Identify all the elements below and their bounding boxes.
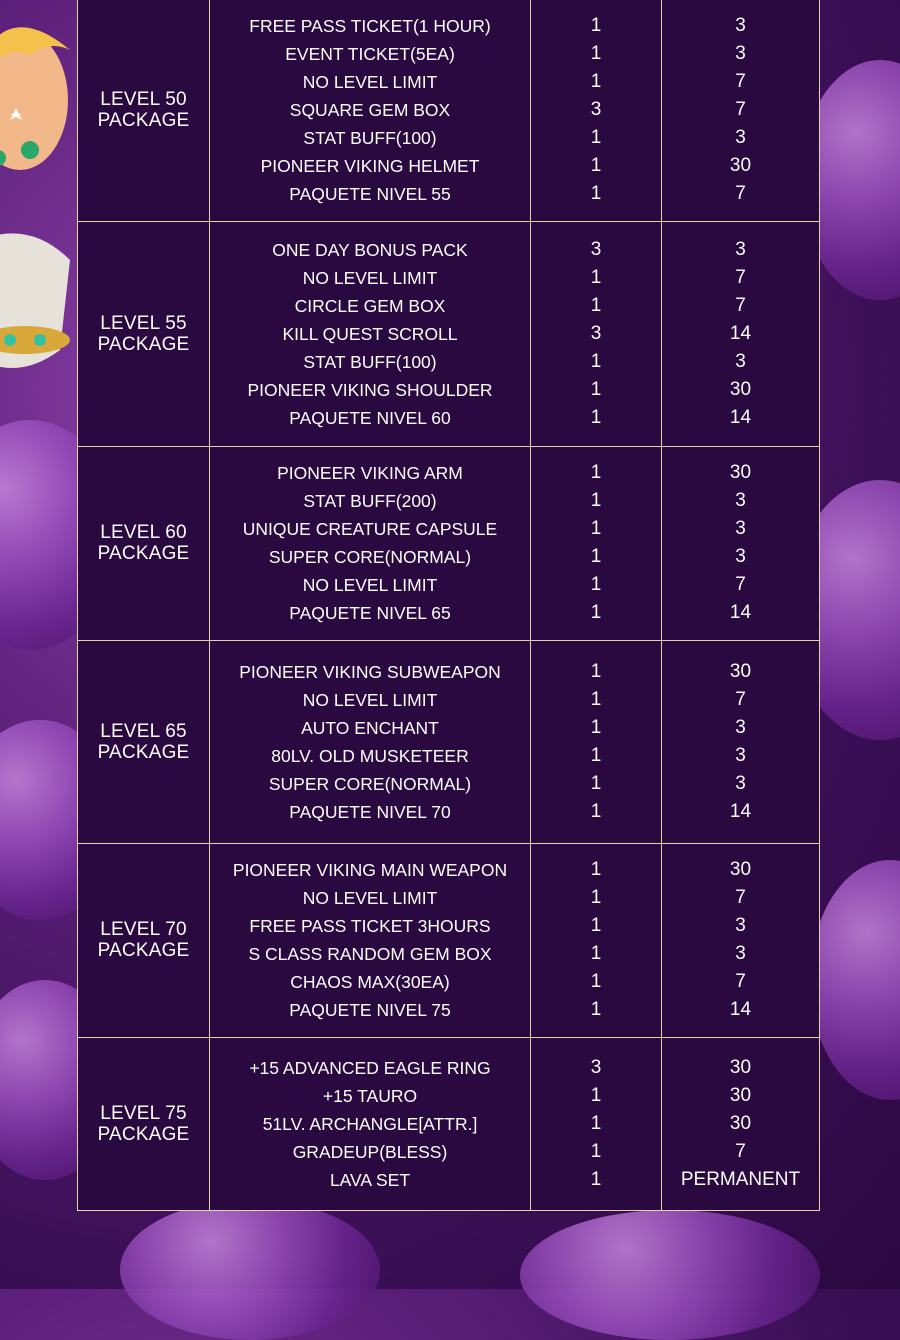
item-duration-days: 7 — [735, 266, 746, 288]
item-name: NO LEVEL LIMIT — [302, 888, 438, 908]
item-name: FREE PASS TICKET(1 HOUR) — [249, 16, 491, 37]
item-quantity: 1 — [590, 772, 602, 794]
item-duration-days-cell — [662, 1037, 820, 1210]
item-quantity: 1 — [590, 546, 602, 567]
item-quantity: 1 — [590, 859, 602, 880]
item-duration-days: 3 — [735, 546, 746, 567]
item-duration-days-cell — [662, 446, 820, 640]
item-name: 80LV. OLD MUSKETEER — [271, 745, 469, 766]
item-quantity: 1 — [590, 1168, 602, 1190]
item-duration-days: 7 — [735, 71, 746, 93]
package-name-line: LEVEL 65 — [100, 720, 187, 742]
package-name-line: LEVEL 50 — [100, 89, 187, 111]
item-duration-days: 14 — [729, 322, 752, 344]
item-duration-days-cell — [662, 0, 820, 221]
item-duration-days: 3 — [735, 15, 746, 37]
item-quantity: 1 — [590, 127, 602, 149]
item-quantity-cell — [531, 0, 662, 221]
item-name: PAQUETE NIVEL 75 — [289, 1000, 451, 1020]
cupid-character-illustration — [0, 10, 82, 390]
package-name-line: PACKAGE — [97, 940, 190, 961]
item-quantity: 1 — [590, 490, 602, 511]
item-quantity: 1 — [590, 915, 602, 936]
item-quantity: 1 — [590, 744, 602, 766]
item-duration-days: 14 — [729, 800, 752, 822]
item-quantity: 1 — [590, 462, 602, 483]
item-duration-days: 7 — [735, 688, 746, 710]
item-quantity: 1 — [590, 1112, 602, 1134]
package-name-line: PACKAGE — [97, 1123, 190, 1145]
item-quantity: 1 — [590, 688, 602, 710]
item-duration-days: 3 — [735, 943, 746, 964]
item-duration-days-cell — [662, 221, 820, 446]
item-duration-days: 30 — [729, 462, 752, 483]
item-duration-days: 7 — [735, 1140, 746, 1162]
item-name: AUTO ENCHANT — [301, 717, 439, 738]
item-duration-days: 30 — [729, 859, 752, 880]
item-name: S CLASS RANDOM GEM BOX — [248, 944, 492, 964]
package-name — [78, 0, 210, 221]
item-quantity: 1 — [590, 716, 602, 738]
background-heart — [810, 860, 900, 1100]
item-name: UNIQUE CREATURE CAPSULE — [242, 519, 498, 539]
package-row — [78, 446, 820, 640]
item-quantity: 1 — [590, 294, 602, 316]
item-quantity: 1 — [590, 183, 602, 205]
item-name-cell — [210, 446, 531, 640]
item-duration-days-cell — [662, 843, 820, 1037]
item-quantity: 1 — [590, 999, 602, 1020]
item-name: PIONEER VIKING SUBWEAPON — [239, 661, 501, 682]
item-duration-days: 7 — [735, 99, 746, 121]
item-duration-days: 30 — [729, 1056, 752, 1078]
package-name — [78, 446, 210, 640]
item-name: +15 TAURO — [322, 1085, 418, 1106]
item-quantity: 3 — [590, 322, 602, 344]
item-name: ONE DAY BONUS PACK — [272, 239, 468, 260]
package-name-line: PACKAGE — [97, 110, 190, 132]
item-duration-days: 3 — [735, 490, 746, 511]
item-duration-days: 30 — [729, 155, 752, 177]
item-quantity-cell — [531, 221, 662, 446]
item-name: SQUARE GEM BOX — [289, 100, 451, 121]
item-duration-days: 3 — [735, 350, 746, 372]
item-name: PAQUETE NIVEL 60 — [289, 407, 451, 428]
package-row — [78, 221, 820, 446]
package-name-line: PACKAGE — [97, 333, 190, 355]
item-name-cell — [210, 1037, 531, 1210]
item-quantity: 1 — [590, 887, 602, 908]
item-name: KILL QUEST SCROLL — [282, 323, 458, 344]
item-name: SUPER CORE(NORMAL) — [268, 773, 472, 794]
item-name: 51LV. ARCHANGLE[ATTR.] — [262, 1113, 478, 1134]
item-name: SUPER CORE(NORMAL) — [268, 547, 472, 567]
item-name: PIONEER VIKING ARM — [277, 463, 463, 483]
item-duration-days: 7 — [735, 183, 746, 205]
item-duration-days: 3 — [735, 744, 746, 766]
item-quantity: 1 — [590, 943, 602, 964]
package-name — [78, 1037, 210, 1210]
item-quantity: 1 — [590, 155, 602, 177]
item-duration-days: 14 — [729, 406, 752, 428]
item-name: GRADEUP(BLESS) — [292, 1141, 448, 1162]
item-duration-days: 3 — [735, 772, 746, 794]
item-duration-days: PERMANENT — [680, 1168, 801, 1190]
item-duration-days: 14 — [729, 999, 752, 1020]
item-quantity: 3 — [590, 238, 602, 260]
item-duration-days: 7 — [735, 887, 746, 908]
package-name-line: LEVEL 60 — [100, 522, 187, 543]
item-duration-days: 3 — [735, 43, 746, 65]
package-name-line: LEVEL 55 — [100, 312, 187, 334]
package-name — [78, 221, 210, 446]
item-quantity: 1 — [590, 971, 602, 992]
package-row — [78, 843, 820, 1037]
item-quantity: 1 — [590, 350, 602, 372]
item-name: PAQUETE NIVEL 70 — [289, 801, 451, 822]
background-heart — [120, 1200, 380, 1340]
item-quantity: 3 — [590, 99, 602, 121]
item-quantity-cell — [531, 640, 662, 843]
background-heart — [520, 1210, 820, 1340]
package-row — [78, 1037, 820, 1210]
item-duration-days: 30 — [729, 1112, 752, 1134]
package-rewards-table — [77, 0, 820, 1211]
package-name — [78, 640, 210, 843]
package-row — [78, 0, 820, 221]
item-duration-days: 3 — [735, 238, 746, 260]
item-duration-days: 7 — [735, 574, 746, 595]
item-name: CIRCLE GEM BOX — [294, 295, 446, 316]
item-duration-days: 7 — [735, 971, 746, 992]
item-name: PIONEER VIKING SHOULDER — [247, 379, 493, 400]
item-quantity-cell — [531, 843, 662, 1037]
item-name: +15 ADVANCED EAGLE RING — [249, 1057, 491, 1078]
item-name-cell — [210, 843, 531, 1037]
item-quantity: 1 — [590, 800, 602, 822]
item-name: PAQUETE NIVEL 65 — [289, 603, 451, 623]
item-name: NO LEVEL LIMIT — [302, 575, 438, 595]
item-name: EVENT TICKET(5EA) — [285, 44, 455, 65]
item-duration-days: 30 — [729, 378, 752, 400]
item-quantity: 1 — [590, 71, 602, 93]
item-quantity: 1 — [590, 518, 602, 539]
item-name: FREE PASS TICKET 3HOURS — [249, 916, 491, 936]
item-name-cell — [210, 0, 531, 221]
item-duration-days: 30 — [729, 1084, 752, 1106]
item-name: STAT BUFF(100) — [303, 128, 437, 149]
item-duration-days: 3 — [735, 127, 746, 149]
item-duration-days-cell — [662, 640, 820, 843]
item-quantity-cell — [531, 1037, 662, 1210]
item-name: NO LEVEL LIMIT — [302, 267, 438, 288]
item-quantity: 1 — [590, 266, 602, 288]
item-duration-days: 3 — [735, 716, 746, 738]
item-quantity-cell — [531, 446, 662, 640]
item-name-cell — [210, 221, 531, 446]
item-quantity: 1 — [590, 1140, 602, 1162]
item-quantity: 1 — [590, 574, 602, 595]
item-duration-days: 7 — [735, 294, 746, 316]
item-name: CHAOS MAX(30EA) — [290, 972, 450, 992]
item-name: PIONEER VIKING HELMET — [260, 156, 480, 177]
item-quantity: 1 — [590, 1084, 602, 1106]
package-name — [78, 843, 210, 1037]
item-name: LAVA SET — [329, 1169, 411, 1190]
package-row — [78, 640, 820, 843]
package-name-line: PACKAGE — [97, 741, 190, 763]
item-duration-days: 3 — [735, 518, 746, 539]
item-name: STAT BUFF(200) — [303, 491, 437, 511]
item-quantity: 1 — [590, 602, 602, 623]
item-quantity: 3 — [590, 1056, 602, 1078]
package-name-line: LEVEL 70 — [100, 919, 187, 940]
item-name: NO LEVEL LIMIT — [302, 689, 438, 710]
item-name: PIONEER VIKING MAIN WEAPON — [232, 860, 508, 880]
item-name: STAT BUFF(100) — [303, 351, 437, 372]
item-duration-days: 14 — [729, 602, 752, 623]
package-name-line: PACKAGE — [97, 543, 190, 564]
item-name: PAQUETE NIVEL 55 — [289, 184, 451, 205]
item-duration-days: 3 — [735, 915, 746, 936]
package-name-line: LEVEL 75 — [100, 1102, 187, 1124]
item-name: NO LEVEL LIMIT — [302, 72, 438, 93]
item-duration-days: 30 — [729, 660, 752, 682]
item-quantity: 1 — [590, 43, 602, 65]
item-quantity: 1 — [590, 406, 602, 428]
item-quantity: 1 — [590, 378, 602, 400]
item-quantity: 1 — [590, 15, 602, 37]
item-quantity: 1 — [590, 660, 602, 682]
item-name-cell — [210, 640, 531, 843]
